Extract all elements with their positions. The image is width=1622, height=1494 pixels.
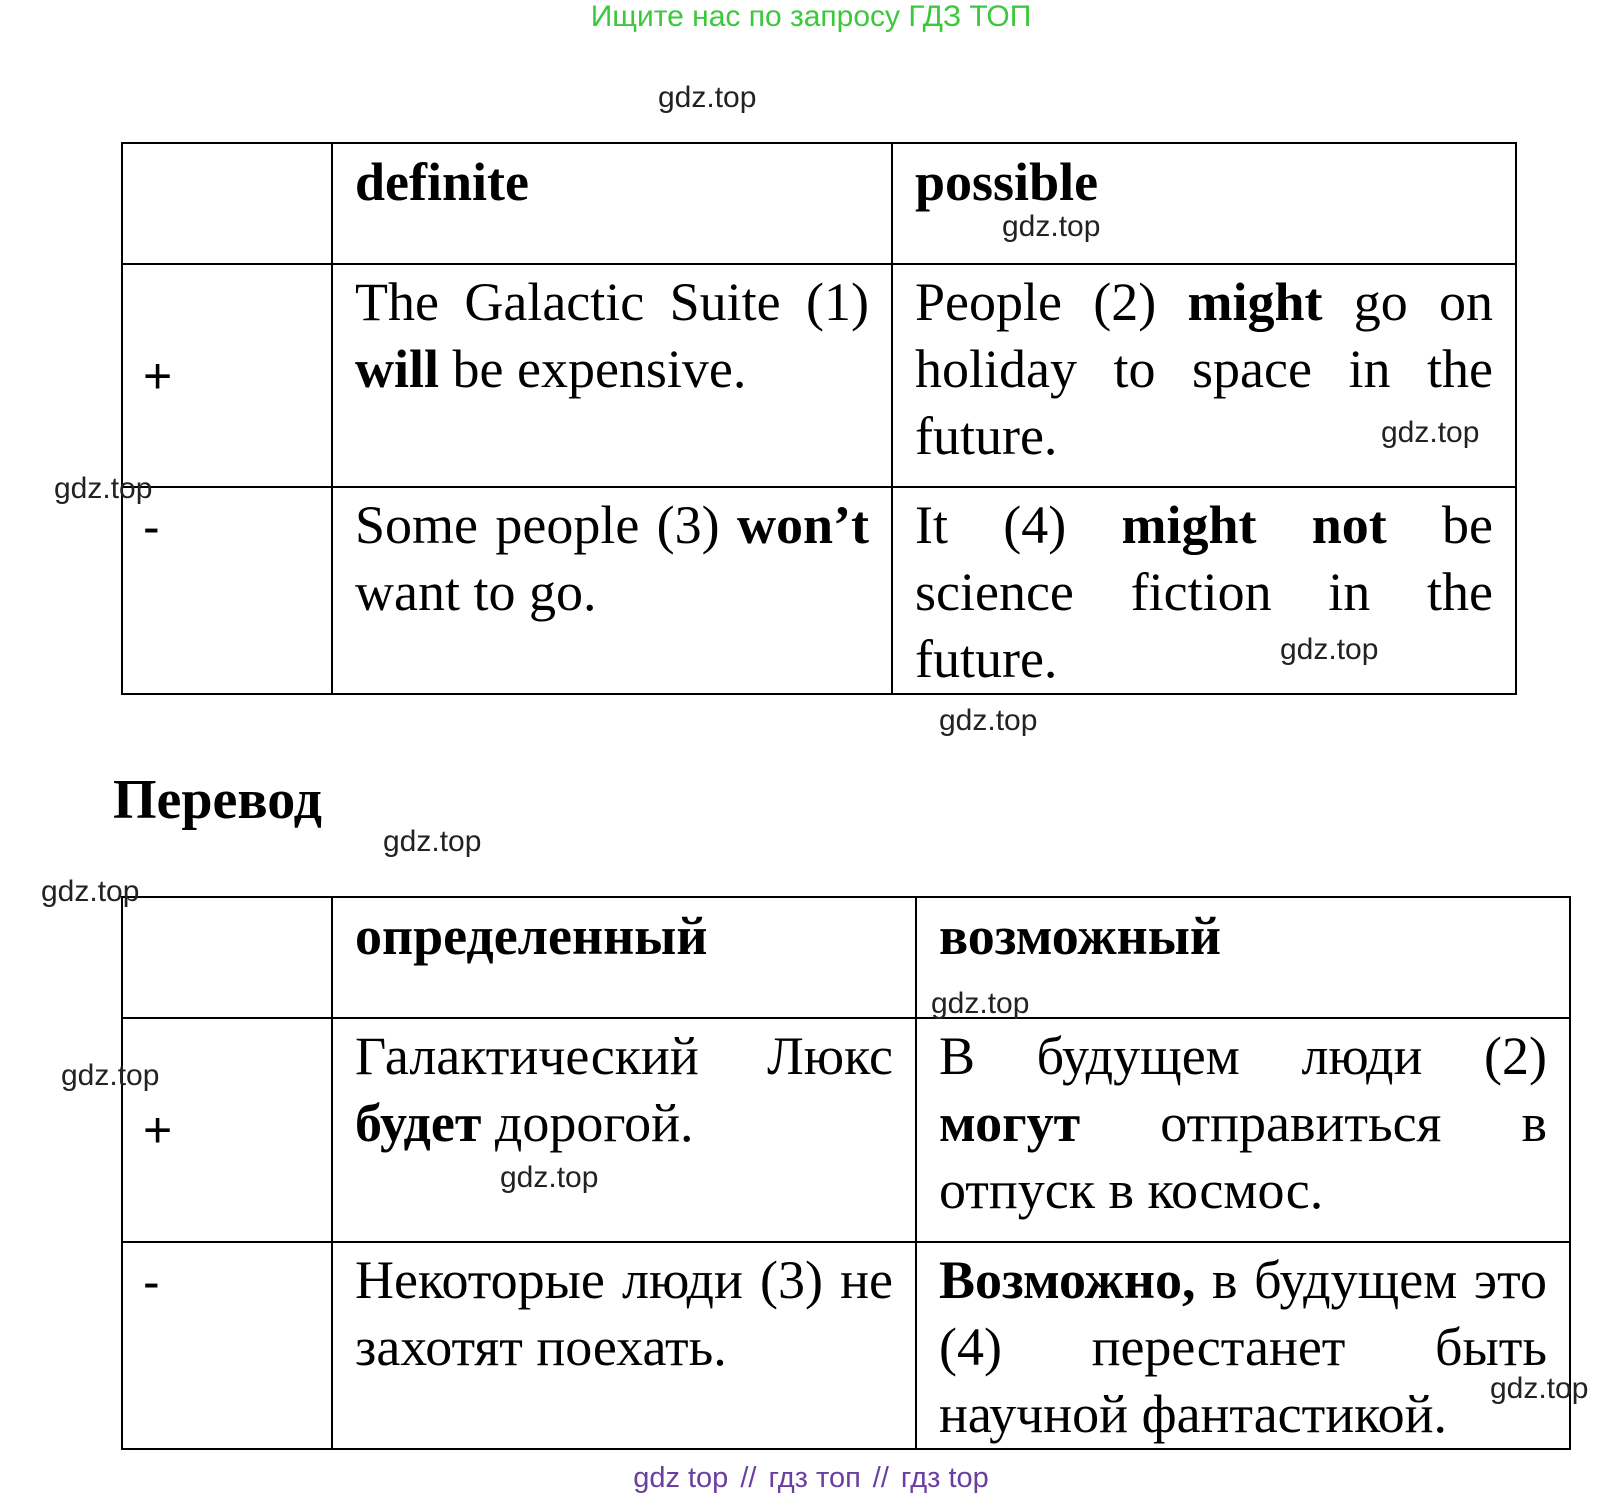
banner-separator: // bbox=[740, 1462, 757, 1494]
text: be expensive. bbox=[439, 339, 747, 399]
row-sign-minus: - bbox=[122, 487, 332, 694]
header-possible: возможный bbox=[916, 897, 1570, 1018]
text: Some people (3) bbox=[355, 495, 737, 555]
watermark: gdz.top bbox=[1490, 1372, 1589, 1405]
text: The Galactic Suite (1) bbox=[355, 272, 869, 332]
top-banner: Ищите нас по запросу ГДЗ ТОП bbox=[590, 0, 1032, 33]
watermark: gdz.top bbox=[1381, 416, 1480, 449]
header-definite: definite bbox=[332, 143, 892, 264]
watermark: gdz.top bbox=[54, 472, 153, 505]
watermark: gdz.top bbox=[61, 1059, 160, 1092]
highlight: might not bbox=[1121, 495, 1387, 555]
translation-title: Перевод bbox=[113, 769, 322, 831]
highlight: won’t bbox=[737, 495, 869, 555]
banner-part: гдз top bbox=[900, 1462, 989, 1494]
cell-definite-negative bbox=[332, 487, 892, 694]
highlight: будет bbox=[355, 1093, 482, 1153]
text: People (2) bbox=[915, 272, 1188, 332]
watermark: gdz.top bbox=[41, 875, 140, 908]
header-definite: определенный bbox=[332, 897, 916, 1018]
cell-possible-negative bbox=[916, 1242, 1570, 1449]
text: дорогой. bbox=[481, 1093, 694, 1153]
banner-part: гдз топ bbox=[768, 1462, 861, 1494]
highlight: might bbox=[1187, 272, 1323, 332]
header-empty-cell bbox=[122, 897, 332, 1018]
banner-separator: // bbox=[872, 1462, 889, 1494]
watermark: gdz.top bbox=[658, 81, 757, 114]
text: в будущем это (4) перестанет быть научной фантастикой. bbox=[939, 1250, 1547, 1444]
cell-possible-negative bbox=[892, 487, 1516, 694]
cell-definite-positive bbox=[332, 264, 892, 487]
text: go on holiday to space in the future. bbox=[915, 272, 1493, 466]
text: отправиться в отпуск в космос. bbox=[939, 1093, 1547, 1220]
row-sign-plus: + bbox=[122, 1018, 332, 1242]
row-sign-plus: + bbox=[122, 264, 332, 487]
text: want to go. bbox=[355, 562, 597, 622]
text: It (4) bbox=[915, 495, 1122, 555]
text: Некоторые люди (3) не захотят поехать. bbox=[355, 1250, 893, 1377]
watermark: gdz.top bbox=[1280, 633, 1379, 666]
text: В будущем люди (2) bbox=[939, 1026, 1547, 1086]
watermark: gdz.top bbox=[939, 704, 1038, 737]
highlight: will bbox=[355, 339, 440, 399]
header-empty-cell bbox=[122, 143, 332, 264]
cell-definite-negative bbox=[332, 1242, 916, 1449]
cell-definite-positive bbox=[332, 1018, 916, 1242]
header-possible: possible bbox=[892, 143, 1516, 264]
watermark: gdz.top bbox=[383, 825, 482, 858]
watermark: gdz.top bbox=[500, 1161, 599, 1194]
watermark: gdz.top bbox=[1002, 210, 1101, 243]
grammar-table-russian bbox=[121, 896, 1571, 1450]
text: be science fiction in the future. bbox=[915, 495, 1493, 689]
cell-possible-positive bbox=[892, 264, 1516, 487]
highlight: Возможно, bbox=[939, 1250, 1196, 1310]
row-sign-minus: - bbox=[122, 1242, 332, 1449]
cell-possible-positive bbox=[916, 1018, 1570, 1242]
watermark: gdz.top bbox=[931, 987, 1030, 1020]
banner-part: gdz top bbox=[633, 1462, 729, 1494]
text: Галактический Люкс bbox=[355, 1026, 893, 1086]
bottom-banner bbox=[0, 1462, 1622, 1494]
grammar-table-english bbox=[121, 142, 1517, 695]
highlight: могут bbox=[939, 1093, 1081, 1153]
